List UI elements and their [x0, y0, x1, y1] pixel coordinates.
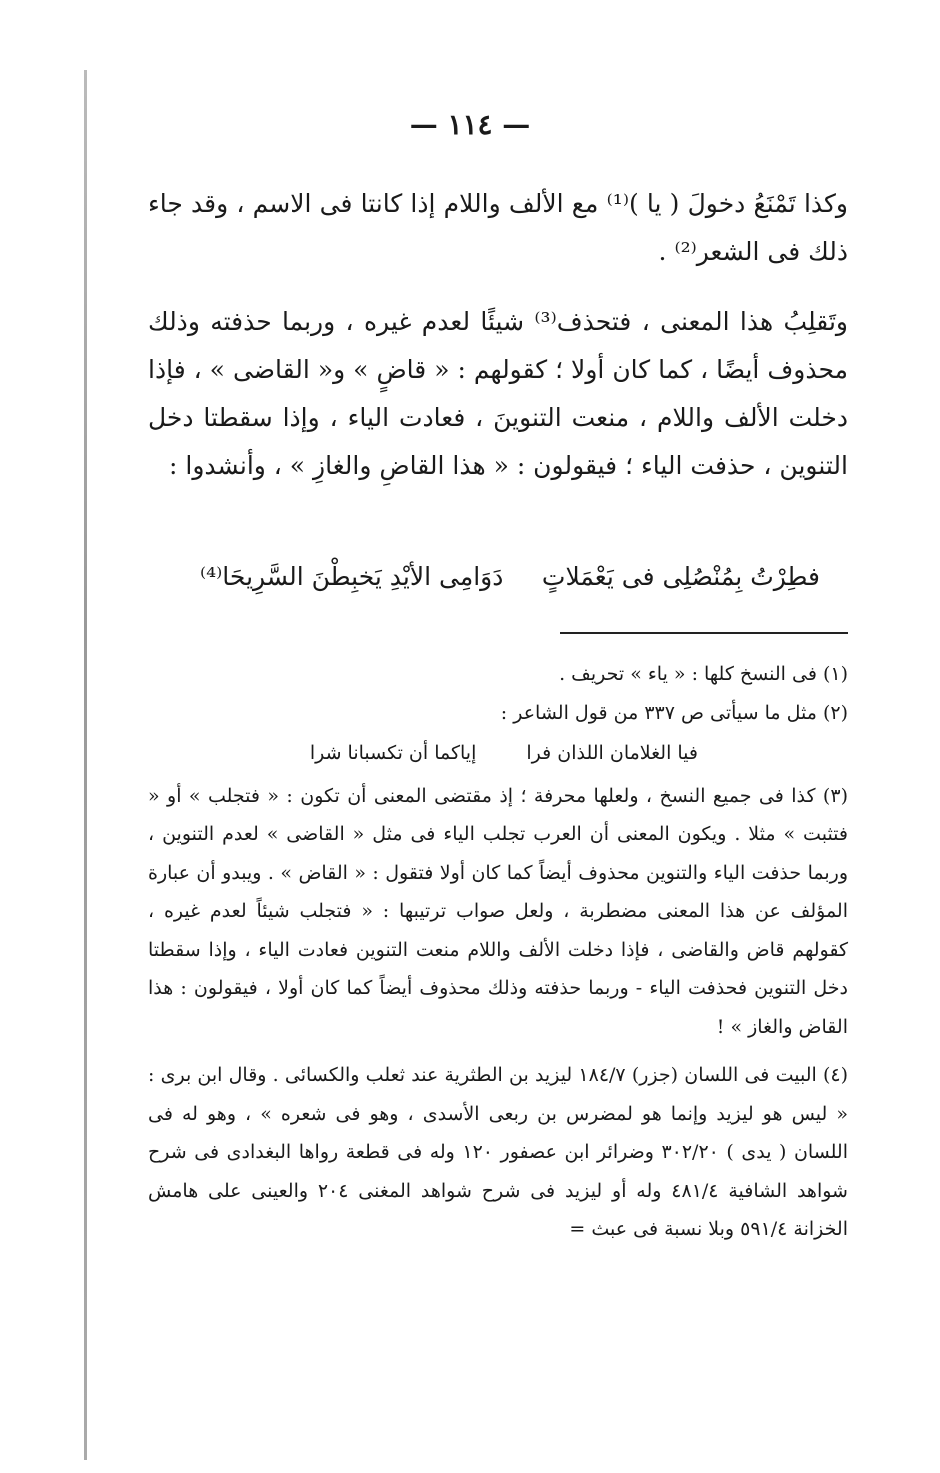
main-paragraph-1: وكذا تَمْنَعُ دخولَ ( يا )⁽¹⁾ مع الألف واللام إذا كانتا فى الاسم ، وقد جاء ذلك فى الشعر⁽²⁾ .: [148, 189, 848, 266]
footnote-4: (٤) البيت فى اللسان (جزر) ١٨٤/٧ ليزيد بن الطثرية عند ثعلب والكسائى . وقال ابن برى : « ليس هو ليزيد وإنما هو لمضرس بن ربعى الأسدى ، وهو فى شعره » ، وهو له فى اللسان ( يدى ) ٣٠٢/٢٠ وضرائر ابن عصفور ١٢٠ وله فى قطعة رواها البغدادى فى شرح شواهد الشافية ٤٨١/٤ وله أو ليزيد فى شرح شواهد المغنى ٢٠٤ والعينى على هامش الخزانة ٥٩١/٤ وبلا نسبة فى عبث =: [148, 1064, 849, 1240]
footnote-1: (١) فى النسخ كلها : « ياء » تحريف .: [559, 663, 848, 685]
main-paragraph-2: وتَقلِبُ هذا المعنى ، فتحذف⁽³⁾ شيئًا لعدم غيره ، وربما حذفته وذلك محذوف أيضًا ، كما كان أولا ؛ كقولهم : « قاضٍ » و« القاضى » ، فإذا دخلت الألف واللام ، منعت التنوينَ ، فعادت الياء ، وإذا سقطتا دخل التنوين ، حذفت الياء ؛ فيقولون : « هذا القاضِ والغازِ » ، وأنشدوا :: [148, 307, 848, 480]
footnote-2: (٢) مثل ما سيأتى ص ٣٣٧ من قول الشاعر :: [500, 701, 848, 724]
poem-verse: [200, 562, 820, 612]
scan-edge-shadow: [84, 70, 87, 1460]
poem-first-hemistich: فطِرْتُ بِمُنْصُلِى فى يَعْمَلاتٍ: [541, 562, 820, 591]
footnote-2-verse: [148, 734, 848, 773]
footnotes: [148, 655, 848, 1249]
main-text: [148, 180, 848, 490]
footnote-2-verse-first: فيا الغلامان اللذان فرا: [526, 742, 698, 764]
footnote-divider: [560, 632, 848, 634]
page-number: — ١١٤ —: [409, 108, 531, 141]
footnote-2-verse-second: إياكما أن تكسبانا شرا: [309, 742, 477, 764]
footnote-3: (٣) كذا فى جميع النسخ ، ولعلها محرفة ؛ إذ مقتضى المعنى أن تكون : « فتجلب » أو « فتثبت » مثلا . ويكون المعنى أن العرب تجلب الياء فى مثل « القاضى » لعدم التنوين ، وربما حذفت الياء والتنوين محذوف أيضاً كما كان أولا فتقول : « القاض » . ويبدو أن عبارة المؤلف عن هذا المعنى مضطربة ، ولعل صواب ترتيبها : « فتجلب شيئاً لعدم غيره ، كقولهم قاض والقاضى ، فإذا دخلت الألف واللام منعت التنوين فعادت الياء ، وإذا سقطتا دخل التنوين فحذفت الياء - وربما حذفته وذلك محذوف أيضاً كما كان أولا ، فيقولون : هذا القاض والغاز » !: [148, 784, 848, 1038]
poem-second-hemistich: دَوَامِى الأيْدِ يَخبِطْنَ السَّرِيحَا⁽⁴⁾: [200, 562, 504, 591]
